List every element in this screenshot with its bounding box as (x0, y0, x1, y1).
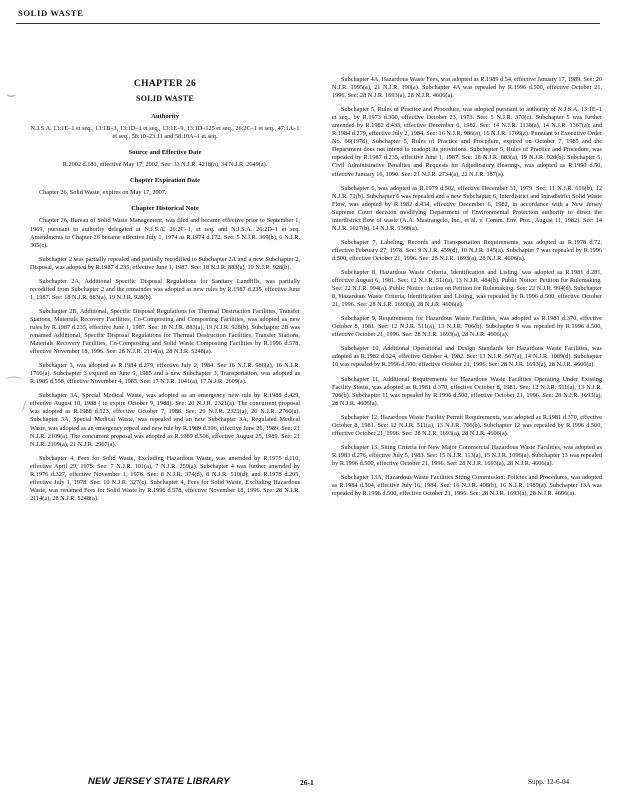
history-paragraph: Subchapter 11, Additional Requirements for Hazardous Waste Facilities Operating Under Existing Facility Status, was adopted as R.1981 d.370, effective October 8, 1981. See: 12 N.J.R. 511(a), 13 N.J.R. 706(b). Subchapter 11 was repealed by R.1996 d.500, effective October 21, 1996. See: 28 N.J.R. 1693(a), 28 N.J.R. 4606(a). (332, 375, 602, 407)
page-number: 26-1 (300, 778, 314, 787)
expiration-heading: Chapter Expiration Date (129, 177, 201, 185)
authority-text: N.J.S.A. 13:1E–1 et seq., 13:1B–3, 13:1D–1 et seq., 13:1E–9, 13:1D–125 et seq., 26:2C–1 et seq., 47:1A–1 et seq., 58:10–23.11 and 58:10A–1 et seq. (30, 125, 300, 141)
history-paragraph: Subchapter 13A, Hazardous Waste Facilities Siting Commission: Policies and Procedures, was adopted as R.1984 d.304, effective July 16, 1984. See: 16 N.J.R. 408(b), 16 N.J.R. 1989(a). Subchapter 13A was repealed by R.1996 d.500, effective October 21, 1996. See: 28 N.J.R. 1693(a), 28 N.J.R. 4606(a). (332, 473, 602, 498)
history-paragraph: Subchapter 2 was partially repealed and partially recodified to Subchapter 2A and a new Subchapter 2, Disposal, was adopted by R.1987 d.235, effective June 1, 1987. See: 18 N.J.R. 883(a), 19 N.J.R. 928(b). (30, 255, 300, 271)
history-paragraph: Subchapter 5, Rules of Practice and Procedure, was adopted pursuant to authority of N.J.S.A. 13:1E–1 et seq., by R.1973 d.300, effective October 23, 1973. See: 5 N.J.R. 370(c). Subchapter 5 was further amended by R.1982 d.433, effective December 6, 1982. See: 14 N.J.R. 1138(a), 14 N.J.R. 1367(a); and R.1984 d.279, effective July 2, 1984. See: 16 N.J.R. 986(a), 16 N.J.R. 1766(a). Pursuant to Executive Order No. 66(1978), Subchapter 5, Rules of Practice and Procedure, expired on October 7, 1985 and the Department does not intend to readopt its provisions. Subchapter 5, Rules of Practice and Procedure, was repealed by R.1987 d.235, effective June 1, 1987. See: 18 N.J.R. 883(a), 19 N.J.R. 928(b). Subchapter 5, Civil Administrative Penalties and Requests for Adjudicatory Hearings, was adopted as R.1990 d.50, effective January 16, 1990. See: 21 N.J.R. 2734(a), 22 N.J.R. 187(a). (332, 106, 602, 178)
history-paragraph: Subchapter 4A, Hazardous Waste Fees, was adopted as R.1989 d.54, effective January 17, 1989. See: 20 N.J.R. 1995(a), 21 N.J.R. 190(a). Subchapter 4A was repealed by R.1996 d.500, effective October 21, 1996. See: 28 N.J.R. 1693(a), 28 N.J.R. 4606(a). (332, 76, 603, 100)
source-heading: Source and Effective Date (128, 149, 202, 157)
margin-mark: / (22, 398, 27, 415)
margin-mark: ⌒ (6, 377, 23, 394)
history-paragraph: Chapter 26, Bureau of Solid Waste Management, was filed and became effective prior to September 1, 1969, pursuant to authority delegated at N.J.S.A. 26:2C–1, et seq. and N.J.S.A. 26:2D–1 et seq. Amendments to Chapter 26 became effective July 1, 1974 as R.1974 d.172. See: 5 N.J.R. 369(b), 6 N.J.R. 305(c). (30, 217, 300, 249)
right-column (332, 76, 602, 504)
chapter-number: CHAPTER 26 (133, 79, 197, 89)
history-paragraph: Subchapter 3, was adopted as R.1984 d.279, effective July 2, 1984. See 16 N.J.R. 986(a), 16 N.J.R. 1766(a). Subchapter 3 expired on June 9, 1985 and a new Subchapter 3, Transportation, was adopted as R.1985 d.558, effective November 4, 1985. See: 17 N.J.R. 1041(a), 17 N.J.R. 2609(a). (30, 362, 300, 386)
left-column (30, 76, 300, 509)
history-heading: Chapter Historical Note (131, 205, 199, 213)
history-paragraph: Subchapter 13, Siting Criteria for New Major Commercial Hazardous Waste Facilities, was adopted as R.1983 d.276, effective July 5, 1983. See: 15 N.J.R. 113(a), 15 N.J.R. 1096(a). Subchapter 13 was repealed by R.1996 d.500, effective October 21, 1996. See: 28 N.J.R. 1693(a), 28 N.J.R. 4606(a). (332, 443, 602, 467)
history-paragraph: Subchapter 10, Additional Operational and Design Standards for Hazardous Waste Facilities, was adopted as R.1982 d.324, effective October 4, 1982. See: 13 N.J.R. 567(a), 14 N.J.R. 1089(d). Subchapter 10 was repealed by R.1996 d.500, effective October 21, 1996. See: 28 N.J.R. 1693(a), 28 N.J.R. 4606(a). (332, 345, 602, 369)
history-paragraph: Subchapter 12, Hazardous Waste Facility Permit Requirements, was adopted as R.1981 d.370, effective October 8, 1981. See: 12 N.J.R. 511(a), 13 N.J.R. 706(b). Subchapter 12 was repealed by R.1996 d.500, effective October 21, 1996. See: 28 N.J.R. 1693(a), 28 N.J.R. 4606(a). (332, 413, 602, 437)
authority-heading: Authority (151, 113, 179, 121)
header-rule (16, 23, 600, 24)
history-paragraph: Subchapter 9, Requirements for Hazardous Waste Facilities, was adopted as R.1981 d.370, effective October 8, 1981. See: 12 N.J.R. 511(a), 13 N.J.R. 706(b). Subchapter 9 was repealed by R.1996 d.500, effective October 21, 1996. See: 28 N.J.R. 1693(a), 28 N.J.R. 4606(a). (332, 315, 602, 339)
expiration-text: Chapter 26, Solid Waste, expires on May 17, 2007. (39, 189, 167, 197)
history-paragraph: Subchapter 7, Labeling, Records and Transportation Requirements, was adopted as R.1978 d.72, effective February 27, 1978. See: 9 N.J.R. 459(d), 10 N.J.R. 145(a). Subchapter 7 was repealed by R.1996 d.500, effective October 21, 1996. See: 28 N.J.R. 1693(a), 28 N.J.R. 4606(a). (332, 238, 602, 262)
history-paragraph: Subchapter 2B, Additional, Specific Disposal Regulations for Thermal Destruction Facilities, Transfer Stations, Materials Recovery Facilities, Co-Composting and Composting Facilities, was adopted as new rules by R.1987 d.235, effective June 1, 1987. See: 18 N.J.R. 883(a), 19 N.J.R. 928(b). Subchapter 2B was renamed Additional, Specific Disposal Regulations for Thermal Destruction Facilities, Transfer Stations, Materials Recovery Facilities, Co-Composting and Solid Waste Composting Facilities by R.1996 d.578, effective November 18, 1996. See: 28 N.J.R. 2114(a), 28 N.J.R. 5248(a). (30, 307, 300, 356)
library-stamp: NEW JERSEY STATE LIBRARY (88, 776, 230, 787)
source-text: R.2002 d.181, effective May 17, 2002. See: 33 N.J.R. 4218(a), 34 N.J.R. 2049(a). (62, 161, 268, 169)
supplement-date: Supp. 12-6-04 (528, 778, 570, 786)
history-paragraph: Subchapter 8, Hazardous Waste Criteria, Identification and Listing, was adopted as R.1981 d.281, effective August 6, 1981. See: 12 N.J.R. 511(a), 13 N.J.R. 484(b). Public Notice: Petition for Rulemaking. See: 22 N.J.R. 994(a). Public Notice: Action on Petition for Rulemaking. See: 22 N.J.R. 994(d). Subchapter 8, Hazardous Waste Criteria, Identification and Listing, was repealed by R.1996 d.500, effective October 21, 1996. See: 28 N.J.R. 1693(a), 28 N.J.R. 4606(a). (332, 268, 602, 309)
chapter-title: SOLID WASTE (135, 94, 195, 104)
margin-mark: ⌣ (6, 86, 17, 103)
history-paragraph: Subchapter 2A, Additional Specific Disposal Regulations for Sanitary Landfills, was partially recodified from Subchapter 2 and the remainder was adopted as new rules by R.1987 d.235, effective June 1, 1987. See: 18 N.J.R. 883(a), 19 N.J.R. 928(b). (30, 277, 300, 301)
history-paragraph: Subchapter 3A, Special Medical Waste, was adopted as an emergency new rule by R.1988 d.429, effective August 10, 1988 ( to expire October 9, 1988). See: 20 N.J.R. 2321(a). The concurrent proposal was adopted as R.1988 d.523, effective October 7, 1988. See: 20 N.J.R. 2321(a), 20 N.J.R. 2760(a). Subchapter 3A, Special Medical Waste, was repealed and an new Subchapter 3A, Regulated Medical Waste, was adopted as an emergency repeal and new rule by R.1989 d.396, effective June 26, 1989. See: 21 N.J.R. 2109(a). The concurrent proposal was adopted as R.1989 d.506, effective August 25, 1989. See: 21 N.J.R. 2109(a), 21 N.J.R. 2967(a). (30, 392, 300, 448)
running-header: SOLID WASTE (18, 8, 84, 18)
history-paragraph: Subchapter 4, Fees for Solid Waste, Excluding Hazardous Waste, was amended by R.1975 d.110, effective April 29, 1975. See: 7 N.J.R. 101(a), 7 N.J.R. 259(a). Subchapter 4 was further amended by R.1976 d.327, effective November 1, 1976. See: 8 N.J.R. 374(d), 8 N.J.R. 510(d); and R.1978 d.205, effective July 1, 1978. See: 10 N.J.R. 327(c). Subchapter 4, Fees for Solid Waste, Excluding Hazardous Waste, was renamed Fees for Solid Waste by R.1996 d.578, effective November 18, 1996. See: 28 N.J.R. 2114(a), 28 N.J.R. 5248(a). (30, 454, 300, 502)
history-paragraph: Subchapter 6, was adopted as R.1979 d.502, effective December 31, 1979. See: 11 N.J.R. 616(b), 12 N.J.R. 71(b). Subchapter 6 was repealed and a new Subchapter 6, Interdistrict and Intradistrict Solid Waste Flow, was adopted by R.1982 d.434, effective December 6, 1982, in accordance with a New Jersey Supreme Court decision modifying Department of Environmental Protection authority to direct the interdistrict flow of waste (A.A. Mastrangelo, Inc., et al. v. Comm. Env. Prot., August 11, 1982). See: 14 N.J.R. 1027(b), 14 N.J.R. 1368(a). (332, 184, 602, 232)
